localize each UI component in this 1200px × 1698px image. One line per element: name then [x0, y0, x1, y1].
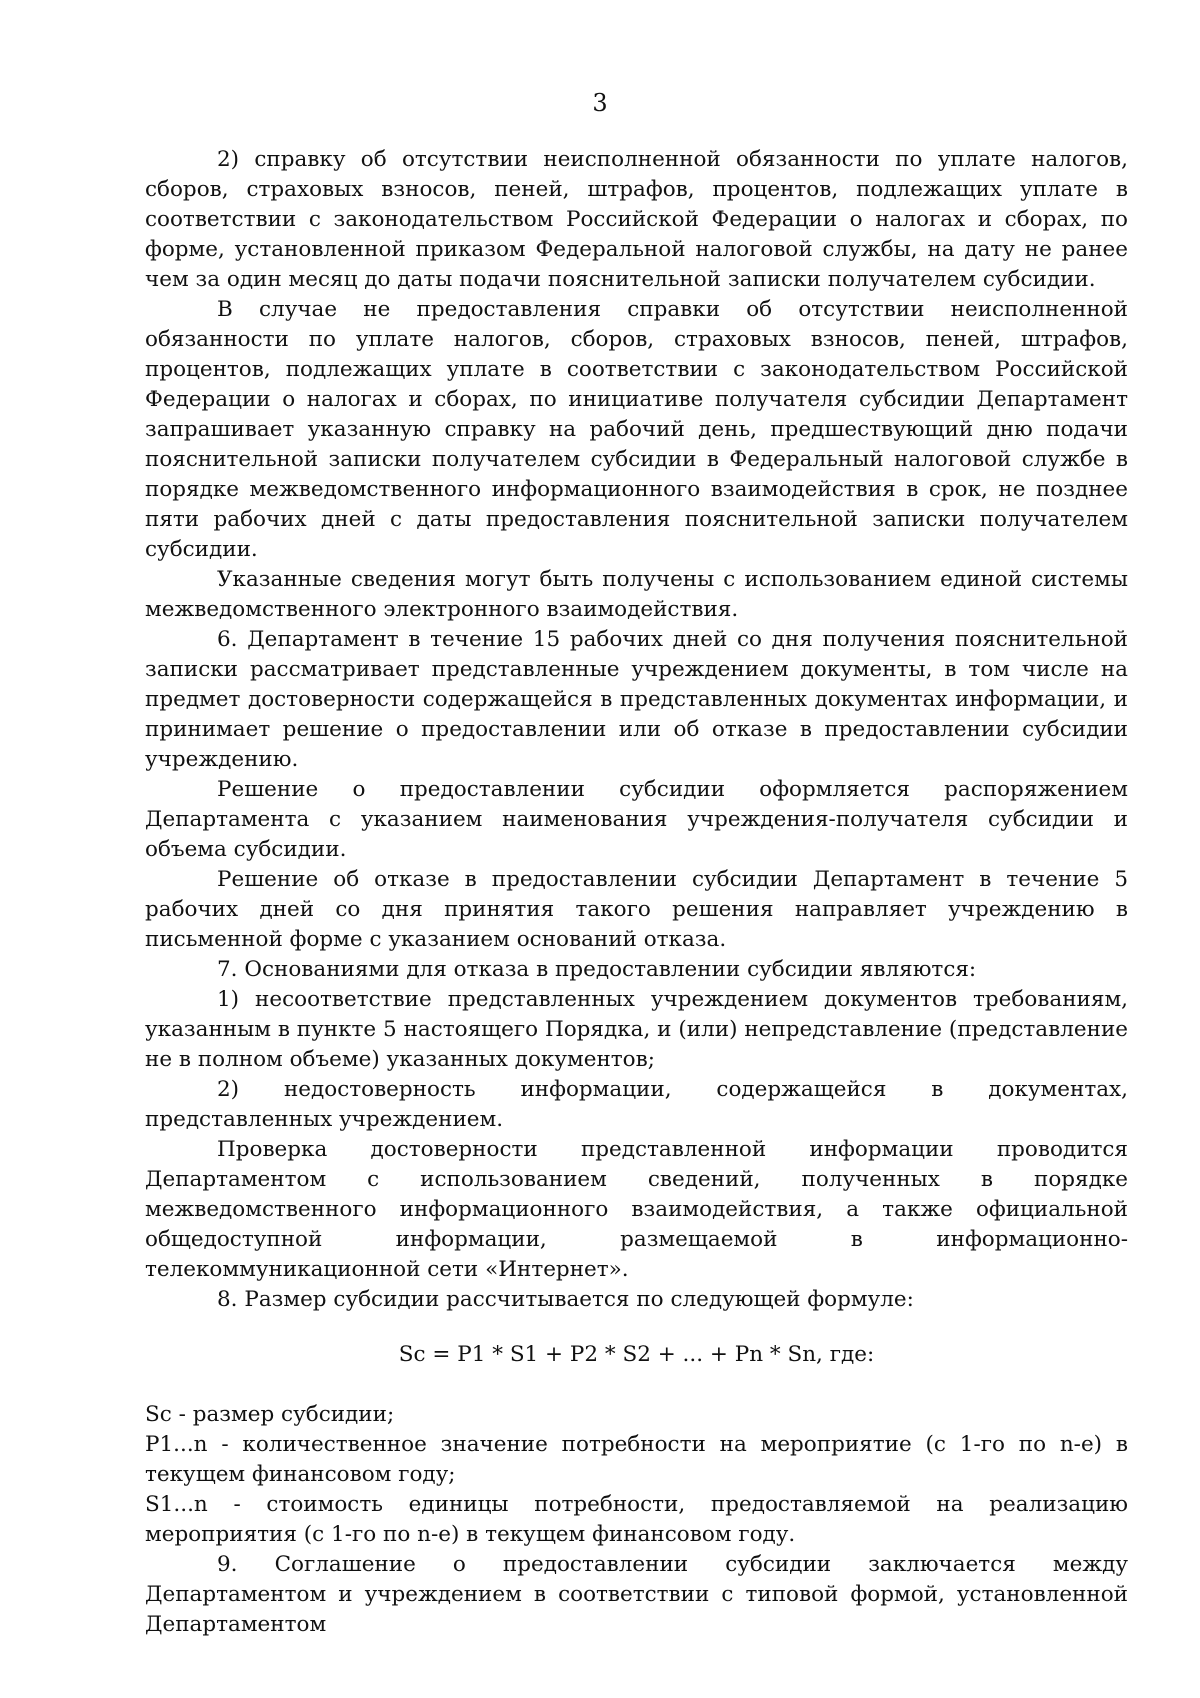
paragraph-item-8: 8. Размер субсидии рассчитывается по следующей формуле:: [217, 1287, 914, 1312]
paragraph-interagency-system: Указанные сведения могут быть получены с использованием единой системы межведомственного электронного взаимодействия.: [145, 567, 1128, 622]
subsidy-formula: Sc = P1 * S1 + P2 * S2 + ... + Pn * Sn, где:: [398, 1342, 875, 1367]
paragraph-decision-grant: Решение о предоставлении субсидии оформляется распоряжением Департамента с указанием наименования учреждения-получателя субсидии и объема субсидии.: [145, 777, 1128, 862]
paragraph-refusal-reason-1: 1) несоответствие представленных учреждением документов требованиям, указанным в пункте 5 настоящего Порядка, и (или) непредставление (представление не в полном объеме) указанных документов;: [145, 987, 1128, 1072]
paragraph-item-7: 7. Основаниями для отказа в предоставлении субсидии являются:: [217, 957, 977, 982]
definition-sc: Sc - размер субсидии;: [145, 1402, 395, 1427]
paragraph-item-9: 9. Соглашение о предоставлении субсидии заключается между Департаментом и учреждением в соответствии с типовой формой, установленной Департаментом: [145, 1552, 1128, 1637]
page-number: 3: [592, 89, 608, 117]
paragraph-verification: Проверка достоверности представленной информации проводится Департаментом с использованием сведений, полученных в порядке межведомственного информационного взаимодействия, а также официальной общедоступной информации, размещаемой в информационно-телекоммуникационной сети «Интернет».: [145, 1137, 1128, 1282]
paragraph-item-6: 6. Департамент в течение 15 рабочих дней со дня получения пояснительной записки рассматривает представленные учреждением документы, в том числе на предмет достоверности содержащейся в представленных документах информации, и принимает решение о предоставлении или об отказе в предоставлении субсидии учреждению.: [145, 627, 1128, 772]
document-body: [145, 145, 1128, 1640]
paragraph-refusal-reason-2: 2) недостоверность информации, содержащейся в документах, представленных учреждением.: [145, 1077, 1128, 1132]
definition-s: S1...n - стоимость единицы потребности, предоставляемой на реализацию мероприятия (с 1-го по n-е) в текущем финансовом году.: [145, 1492, 1128, 1547]
paragraph-certificate-request: В случае не предоставления справки об отсутствии неисполненной обязанности по уплате налогов, сборов, страховых взносов, пеней, штрафов, процентов, подлежащих уплате в соответствии с законодательством Российской Федерации о налогах и сборах, по инициативе получателя субсидии Департамент запрашивает указанную справку на рабочий день, предшествующий дню подачи пояснительной записки получателем субсидии в Федеральный налоговой службе в порядке межведомственного информационного взаимодействия в срок, не позднее пяти рабочих дней с даты предоставления пояснительной записки получателем субсидии.: [145, 297, 1128, 562]
definition-p: P1...n - количественное значение потребности на мероприятие (с 1-го по n-е) в текущем финансовом году;: [145, 1432, 1128, 1487]
paragraph-reference-certificate: 2) справку об отсутствии неисполненной обязанности по уплате налогов, сборов, страховых взносов, пеней, штрафов, процентов, подлежащих уплате в соответствии с законодательством Российской Федерации о налогах и сборах, по форме, установленной приказом Федеральной налоговой службы, на дату не ранее чем за один месяц до даты подачи пояснительной записки получателем субсидии.: [145, 147, 1128, 292]
paragraph-decision-refusal: Решение об отказе в предоставлении субсидии Департамент в течение 5 рабочих дней со дня принятия такого решения направляет учреждению в письменной форме с указанием оснований отказа.: [145, 867, 1128, 952]
